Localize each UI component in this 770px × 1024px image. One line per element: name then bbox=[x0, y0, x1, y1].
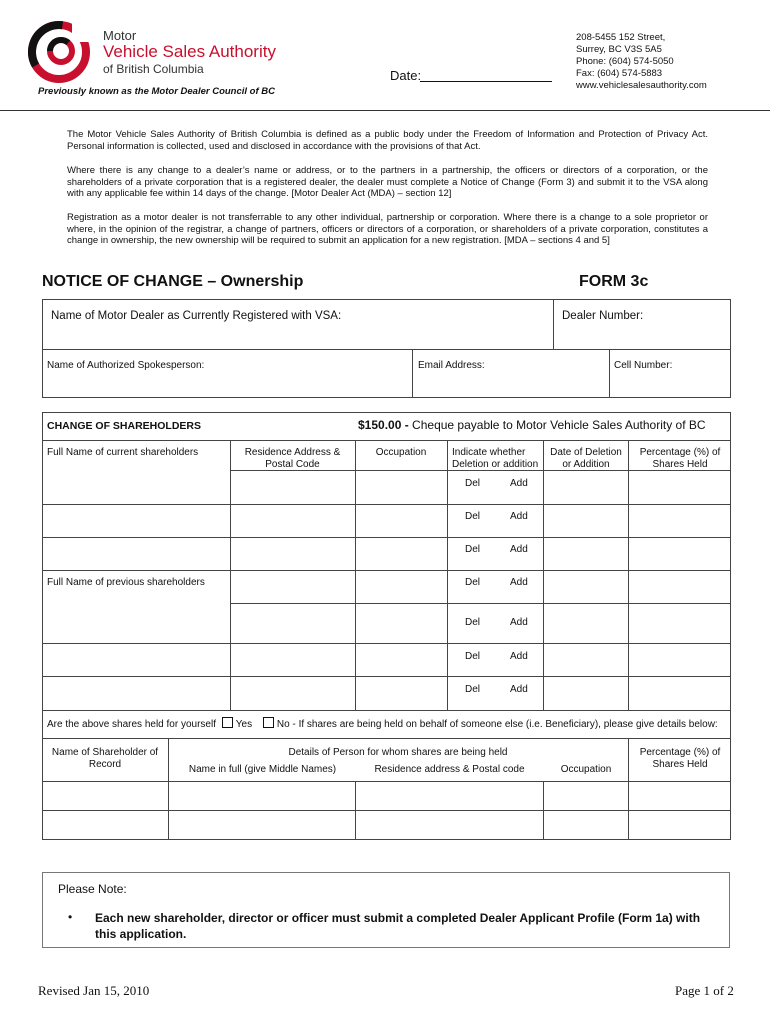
del-option[interactable]: Del bbox=[465, 577, 481, 588]
note-bullet-text: Each new shareholder, director or officer must submit a completed Dealer Applicant Profile (Form 1a) with this application. bbox=[95, 911, 701, 941]
logo-line-motor: Motor bbox=[103, 28, 137, 43]
col-divider bbox=[355, 440, 356, 710]
email-label: Email Address: bbox=[418, 360, 485, 371]
col-indicate-deletion-addition: Indicate whether Deletion or addition bbox=[452, 447, 539, 470]
fee-amount: $150.00 - bbox=[358, 418, 409, 432]
held-for-yourself-question bbox=[47, 717, 718, 730]
add-option[interactable]: Add bbox=[510, 478, 528, 489]
logo-line-bc: of British Columbia bbox=[103, 62, 204, 76]
spokesperson-field[interactable] bbox=[43, 375, 411, 397]
row-line bbox=[230, 603, 731, 604]
del-option[interactable]: Del bbox=[465, 511, 481, 522]
col-residence-address: Residence Address & Postal Code bbox=[244, 447, 341, 470]
row-line bbox=[42, 570, 731, 571]
col-date-of-change: Date of Deletion or Addition bbox=[550, 447, 622, 470]
cell-label: Cell Number: bbox=[614, 360, 673, 371]
date-field[interactable] bbox=[420, 80, 552, 82]
del-option[interactable]: Del bbox=[465, 478, 481, 489]
col-shareholder-of-record: Name of Shareholder of Record bbox=[51, 747, 159, 770]
add-option[interactable]: Add bbox=[510, 544, 528, 555]
row-line bbox=[42, 810, 731, 811]
no-checkbox[interactable] bbox=[263, 717, 274, 728]
row-line bbox=[42, 504, 731, 505]
col-beneficiary-occupation: Occupation bbox=[560, 764, 612, 775]
address-website: www.vehiclesalesauthority.com bbox=[576, 80, 707, 91]
row-line bbox=[42, 537, 731, 538]
col-divider bbox=[447, 440, 448, 710]
privacy-paragraph: The Motor Vehicle Sales Authority of British Columbia is defined as a public body under the Freedom of Information and Protection of Privacy Act. Personal information is collected, used and disclosed in accordance with the provisions of that Act. bbox=[67, 129, 708, 152]
held-question-tail: If shares are being held on behalf of someone else (i.e. Beneficiary), please give details below: bbox=[298, 719, 718, 730]
address-phone: Phone: (604) 574-5050 bbox=[576, 56, 674, 67]
header-divider bbox=[0, 110, 770, 111]
held-question-text: Are the above shares held for yourself bbox=[47, 719, 216, 730]
fee-line bbox=[358, 418, 706, 432]
del-option[interactable]: Del bbox=[465, 651, 481, 662]
add-option[interactable]: Add bbox=[510, 511, 528, 522]
col-divider bbox=[628, 738, 629, 840]
details-heading: Details of Person for whom shares are being held bbox=[288, 747, 508, 758]
spokesperson-label: Name of Authorized Spokesperson: bbox=[47, 360, 205, 371]
contact-address bbox=[576, 32, 707, 92]
registration-paragraph: Registration as a motor dealer is not transferrable to any other individual, partnership or corporation. Where there is a change to a sole proprietor or where, in the opinion of the registrar, a change of partners, officers or directors of a corporation, or shareholders of a private corporation, constitutes a change in ownership, the new ownership will be required to submit an application for a new registration. [MDA – sections 4 and 5] bbox=[67, 212, 708, 246]
previously-known-note: Previously known as the Motor Dealer Council of BC bbox=[38, 86, 276, 97]
col-divider bbox=[230, 440, 231, 710]
shareholders-heading: CHANGE OF SHAREHOLDERS bbox=[47, 420, 202, 432]
dealer-number-field[interactable] bbox=[554, 328, 730, 348]
col-current-shareholders: Full Name of current shareholders bbox=[47, 447, 199, 458]
col-beneficiary-percentage: Percentage (%) of Shares Held bbox=[639, 747, 721, 770]
row-line bbox=[230, 470, 731, 471]
no-label: No - bbox=[276, 719, 296, 730]
dealer-name-field[interactable] bbox=[42, 328, 553, 348]
col-full-name: Name in full (give Middle Names) bbox=[188, 764, 337, 775]
address-fax: Fax: (604) 574-5883 bbox=[576, 68, 663, 79]
logo-line-vsa: Vehicle Sales Authority bbox=[103, 42, 276, 61]
dealer-number-label: Dealer Number: bbox=[562, 310, 644, 322]
form-number: FORM 3c bbox=[579, 273, 649, 290]
row-line bbox=[42, 643, 731, 644]
date-label: Date: bbox=[390, 68, 422, 83]
dealer-name-label: Name of Motor Dealer as Currently Registered with VSA: bbox=[51, 310, 342, 322]
yes-label: Yes bbox=[235, 719, 253, 730]
change-paragraph: Where there is any change to a dealer’s name or address, or to the partners in a partnership, the officers or directors of a corporation, or the shareholders of a private corporation that is a registered dealer, the dealer must complete a Notice of Change (Form 3) and submit it to the VSA along with any applicable fee within 14 days of the change. [Motor Dealer Act (MDA) – section 12] bbox=[67, 165, 708, 199]
address-city: Surrey, BC V3S 5A5 bbox=[576, 44, 662, 55]
col-percentage-held: Percentage (%) of Shares Held bbox=[639, 447, 721, 470]
vsa-logo bbox=[28, 20, 90, 84]
col-divider bbox=[168, 738, 169, 840]
page-number: Page 1 of 2 bbox=[675, 983, 734, 998]
col-divider bbox=[628, 440, 629, 710]
revision-date: Revised Jan 15, 2010 bbox=[38, 983, 150, 998]
bullet-icon: • bbox=[68, 910, 73, 924]
add-option[interactable]: Add bbox=[510, 617, 528, 628]
col-occupation: Occupation bbox=[375, 447, 427, 458]
note-heading: Please Note: bbox=[58, 882, 127, 896]
fee-text: Cheque payable to Motor Vehicle Sales Authority of BC bbox=[408, 418, 706, 432]
row-line bbox=[42, 676, 731, 677]
address-street: 208-5455 152 Street, bbox=[576, 32, 666, 43]
del-option[interactable]: Del bbox=[465, 544, 481, 555]
dealer-box-divider bbox=[42, 349, 731, 350]
col-divider bbox=[543, 440, 544, 710]
cell-field[interactable] bbox=[610, 375, 730, 397]
add-option[interactable]: Add bbox=[510, 577, 528, 588]
add-option[interactable]: Add bbox=[510, 651, 528, 662]
del-option[interactable]: Del bbox=[465, 617, 481, 628]
col-beneficiary-address: Residence address & Postal code bbox=[374, 764, 525, 775]
yes-checkbox[interactable] bbox=[222, 717, 233, 728]
add-option[interactable]: Add bbox=[510, 684, 528, 695]
col-previous-shareholders: Full Name of previous shareholders bbox=[47, 577, 205, 588]
form-title: NOTICE OF CHANGE – Ownership bbox=[42, 273, 304, 290]
row-line bbox=[42, 781, 731, 782]
row-line bbox=[42, 710, 731, 711]
email-field[interactable] bbox=[413, 375, 608, 397]
del-option[interactable]: Del bbox=[465, 684, 481, 695]
